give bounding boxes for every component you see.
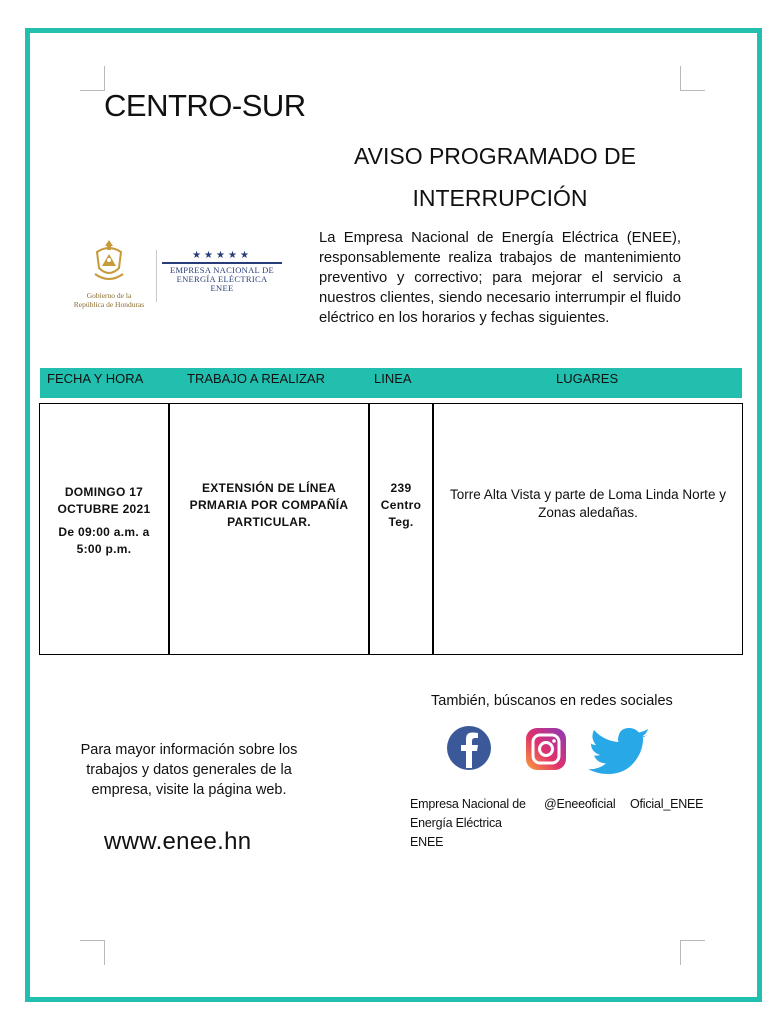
enee-logo xyxy=(162,250,282,293)
cell-work xyxy=(172,480,366,531)
header-linea: LINEA xyxy=(374,371,412,386)
enee-logo-rule xyxy=(162,262,282,264)
honduras-coat-of-arms-icon xyxy=(89,238,129,284)
logos xyxy=(64,238,286,314)
table-header xyxy=(40,368,742,398)
website-link[interactable]: www.enee.hn xyxy=(104,828,252,855)
crop-mark-bottom-right xyxy=(680,940,705,965)
column-divider xyxy=(432,404,434,654)
time-line-2: 5:00 p.m. xyxy=(76,542,132,556)
cell-line xyxy=(372,480,430,531)
instagram-icon[interactable] xyxy=(524,726,568,772)
column-divider xyxy=(368,404,370,654)
header-fecha: FECHA Y HORA xyxy=(47,371,144,386)
work-line-1: EXTENSIÓN DE LÍNEA xyxy=(201,481,337,495)
cell-places: Torre Alta Vista y parte de Loma Linda Norte y Zonas aledañas. xyxy=(450,487,726,520)
crop-mark-bottom-left xyxy=(80,940,105,965)
government-logo xyxy=(64,238,154,309)
social-heading: También, búscanos en redes sociales xyxy=(431,693,673,709)
facebook-icon[interactable] xyxy=(446,724,492,772)
enee-logo-text-3: ENEE xyxy=(210,283,234,293)
stars-icon: ★★★★★ xyxy=(192,250,252,261)
government-logo-text: Gobierno de la República de Honduras xyxy=(73,291,145,309)
time-line-1: De 09:00 a.m. a xyxy=(58,525,150,539)
facebook-handle-cont: Energía Eléctrica xyxy=(410,816,502,830)
crop-mark-top-right xyxy=(680,66,705,91)
date-line-1: DOMINGO 17 xyxy=(64,485,144,499)
date-line-2: OCTUBRE 2021 xyxy=(57,502,151,516)
schedule-table xyxy=(39,403,743,655)
notice-title-line1: AVISO PROGRAMADO DE xyxy=(353,143,636,169)
header-lugares: LUGARES xyxy=(556,371,619,386)
line-code: 239 xyxy=(390,481,412,495)
intro-paragraph: La Empresa Nacional de Energía Eléctrica (ENEE), responsablemente realiza trabajos de mantenimiento preventivo y correctivo; para mejorar el servicio a nuestros clientes, siendo necesario interrumpir el fluido eléctrico en los horarios y fechas siguientes. xyxy=(319,230,681,326)
line-city: Teg. xyxy=(388,515,414,529)
instagram-handle: @Eneeoficial xyxy=(544,797,616,811)
facebook-handle: Empresa Nacional de xyxy=(410,797,526,811)
twitter-handle: Oficial_ENEE xyxy=(630,797,704,811)
logo-divider xyxy=(156,250,157,302)
line-area: Centro xyxy=(380,498,422,512)
crop-mark-top-left xyxy=(80,66,105,91)
twitter-icon[interactable] xyxy=(588,728,652,774)
enee-logo-text-2: ENERGÍA ELÉCTRICA xyxy=(176,274,268,284)
work-line-3: PARTICULAR. xyxy=(227,515,311,529)
column-divider xyxy=(168,404,170,654)
header-trabajo: TRABAJO A REALIZAR xyxy=(187,371,325,386)
facebook-handle-cont2: ENEE xyxy=(410,835,444,849)
notice-title-line2: INTERRUPCIÓN xyxy=(412,185,588,211)
work-line-2: PRMARIA POR COMPAÑÍA xyxy=(189,498,349,512)
cell-date-time xyxy=(44,484,164,558)
region-title: CENTRO-SUR xyxy=(104,88,306,123)
enee-logo-text-1: EMPRESA NACIONAL DE xyxy=(169,265,275,275)
more-info-text: Para mayor información sobre los trabajos y datos generales de la empresa, visite la página web. xyxy=(80,742,298,798)
